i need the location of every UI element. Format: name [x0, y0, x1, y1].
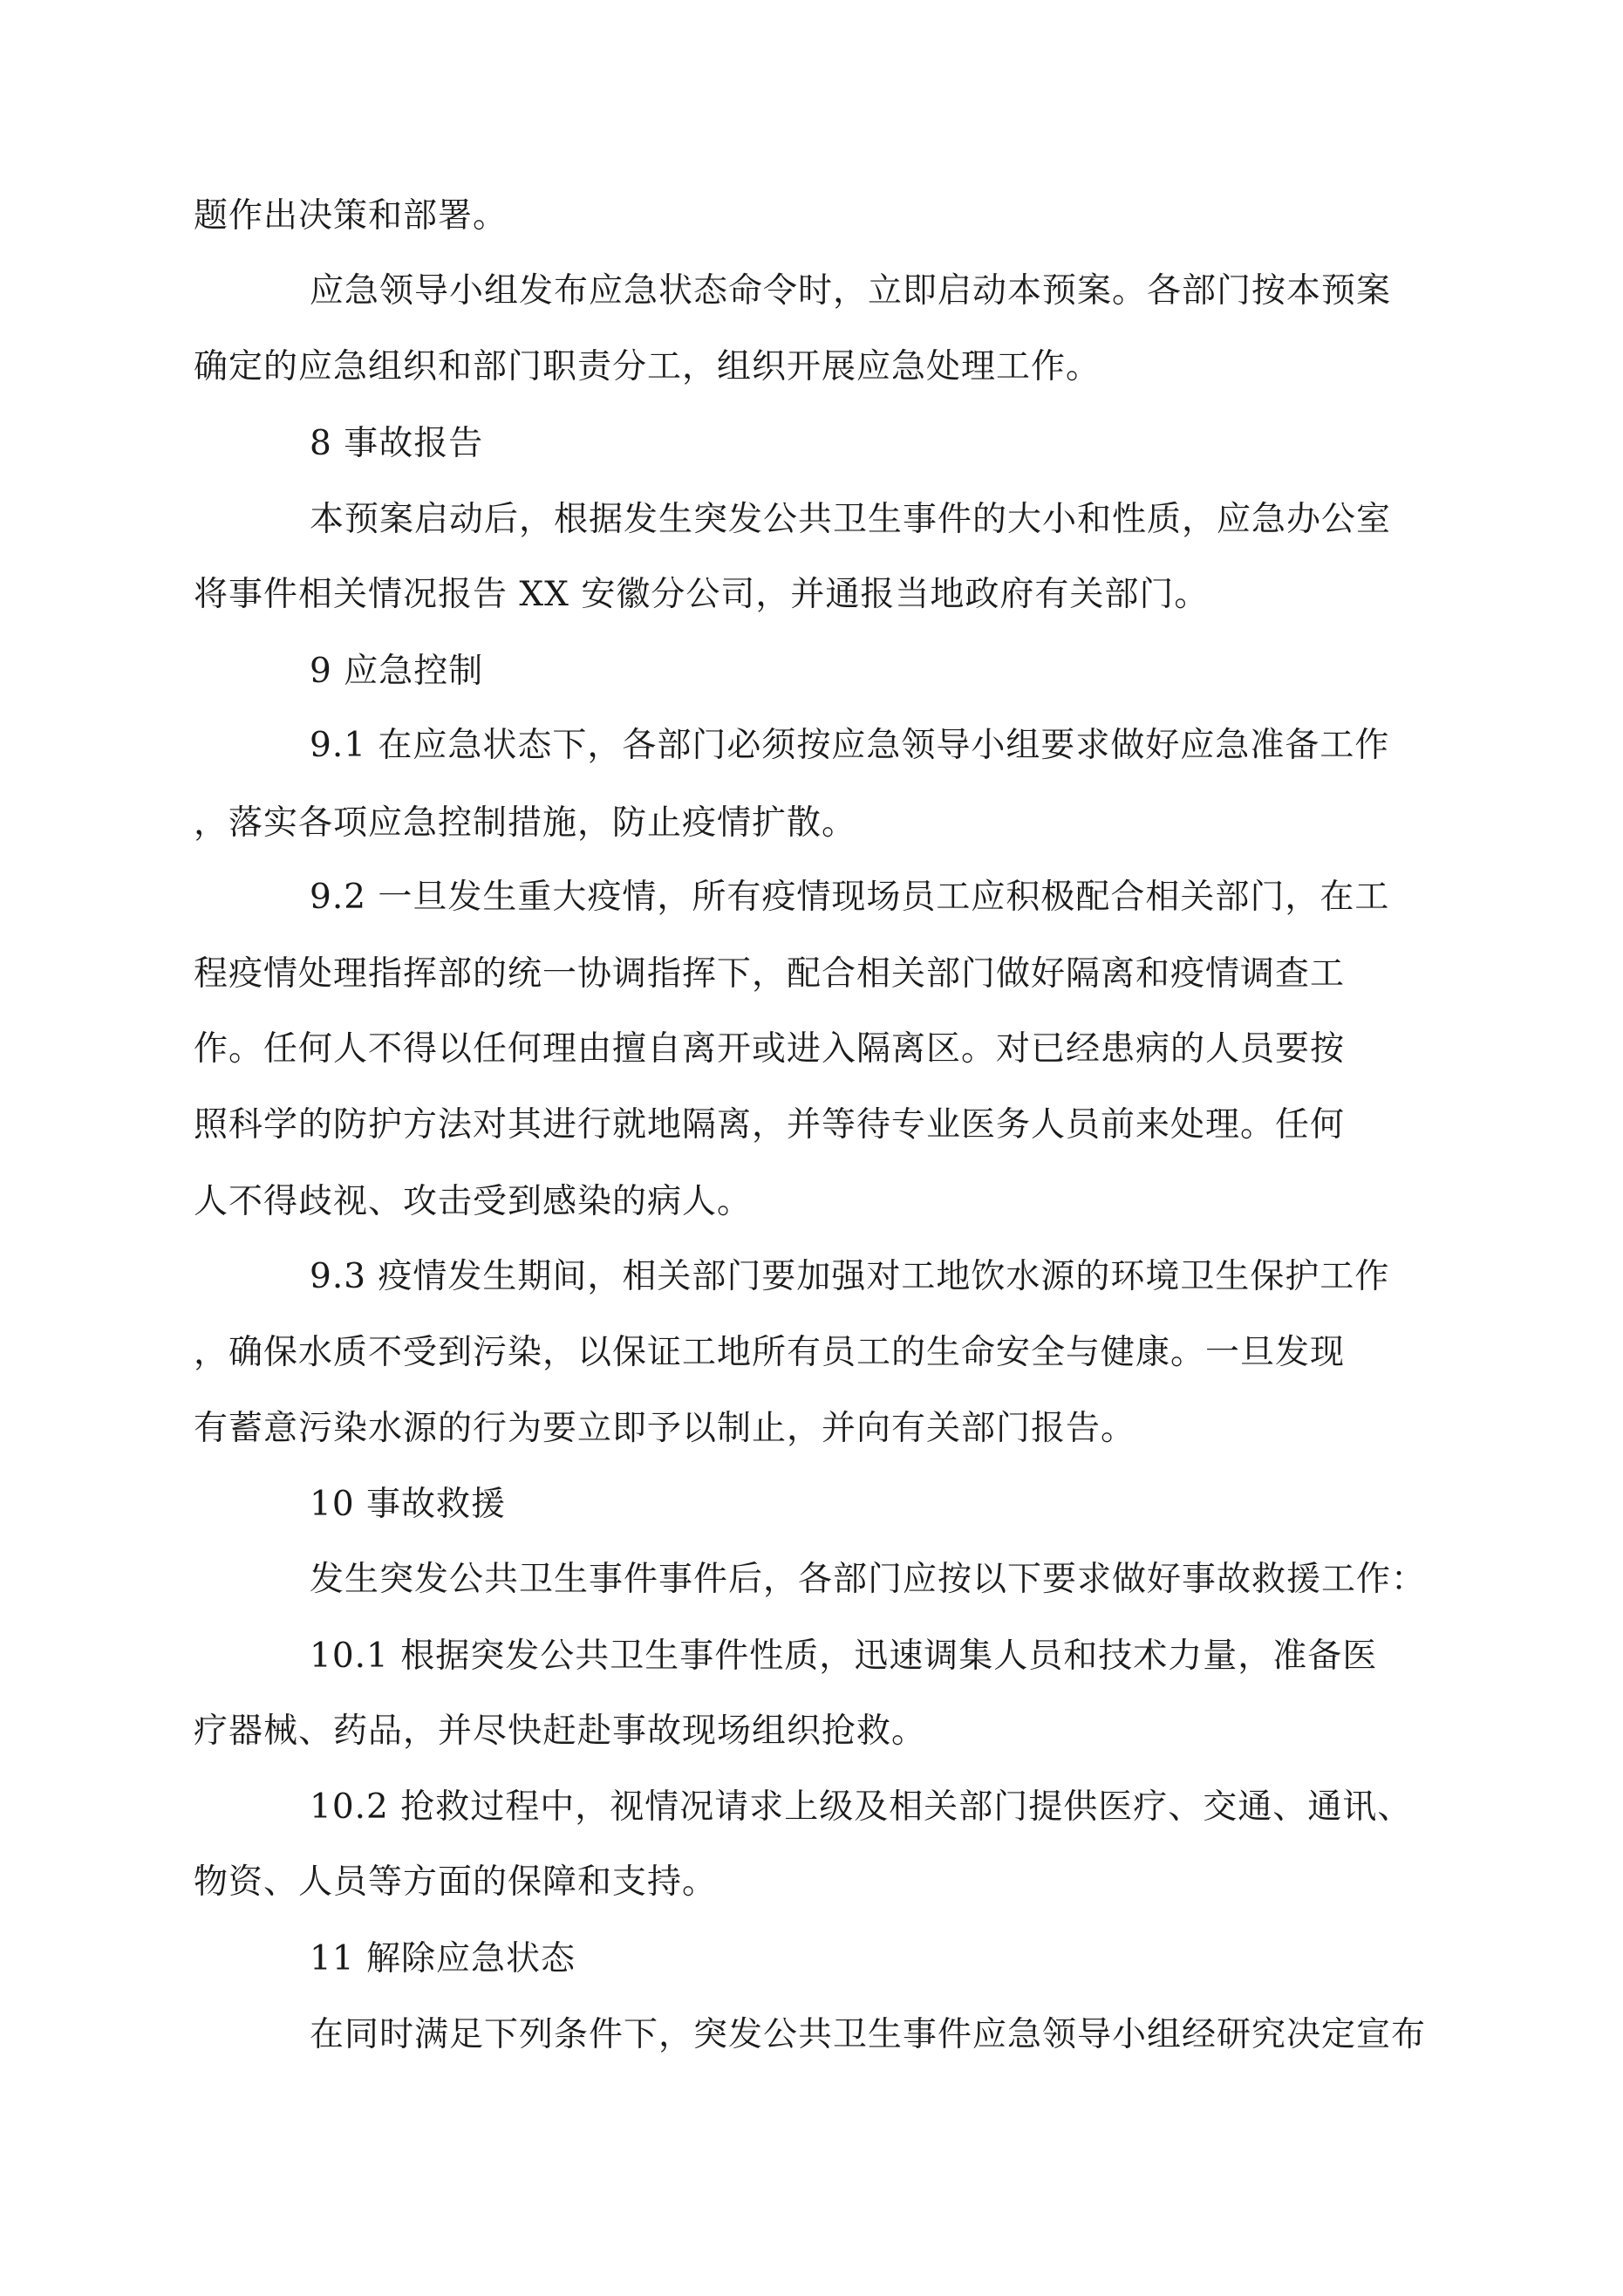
text-line: 照科学的防护方法对其进行就地隔离，并等待专业医务人员前来处理。任何 — [194, 1105, 1346, 1145]
text-line: 9.2 一旦发生重大疫情，所有疫情现场员工应积极配合相关部门，在工 — [310, 878, 1390, 917]
text-line: 应急领导小组发布应急状态命令时，立即启动本预案。各部门按本预案 — [310, 271, 1392, 311]
text-line: ，落实各项应急控制措施，防止疫情扩散。 — [194, 803, 857, 843]
text-line: 本预案启动后，根据发生突发公共卫生事件的大小和性质，应急办公室 — [310, 500, 1392, 539]
text-line: 物资、人员等方面的保障和支持。 — [194, 1862, 718, 1902]
section-heading: 9 应急控制 — [310, 652, 484, 691]
text-line: 10.1 根据突发公共卫生事件性质，迅速调集人员和技术力量，准备医 — [310, 1637, 1378, 1676]
text-line: 作。任何人不得以任何理由擅自离开或进入隔离区。对已经患病的人员要按 — [194, 1029, 1346, 1069]
text-line: 题作出决策和部署。 — [194, 196, 508, 236]
text-line: 9.3 疫情发生期间，相关部门要加强对工地饮水源的环境卫生保护工作 — [310, 1257, 1390, 1296]
text-line: 10.2 抢救过程中，视情况请求上级及相关部门提供医疗、交通、通讯、 — [310, 1787, 1413, 1827]
text-line: 人不得歧视、攻击受到感染的病人。 — [194, 1182, 753, 1221]
text-line: 在同时满足下列条件下，突发公共卫生事件应急领导小组经研究决定宣布 — [310, 2015, 1427, 2054]
section-heading: 8 事故报告 — [310, 424, 484, 463]
text-line: 程疫情处理指挥部的统一协调指挥下，配合相关部门做好隔离和疫情调查工 — [194, 954, 1346, 994]
text-line: 确定的应急组织和部门职责分工，组织开展应急处理工作。 — [194, 347, 1101, 386]
text-line: 将事件相关情况报告 XX 安徽分公司，并通报当地政府有关部门。 — [194, 575, 1210, 614]
text-line: 疗器械、药品，并尽快赶赴事故现场组织抢救。 — [194, 1712, 927, 1751]
text-line: 有蓄意污染水源的行为要立即予以制止，并向有关部门报告。 — [194, 1409, 1136, 1448]
section-heading: 10 事故救援 — [310, 1485, 507, 1524]
text-line: 发生突发公共卫生事件事件后，各部门应按以下要求做好事故救援工作： — [310, 1560, 1427, 1599]
text-line: ，确保水质不受到污染，以保证工地所有员工的生命安全与健康。一旦发现 — [194, 1333, 1346, 1372]
text-line: 9.1 在应急状态下，各部门必须按应急领导小组要求做好应急准备工作 — [310, 726, 1390, 765]
section-heading: 11 解除应急状态 — [310, 1939, 576, 1978]
